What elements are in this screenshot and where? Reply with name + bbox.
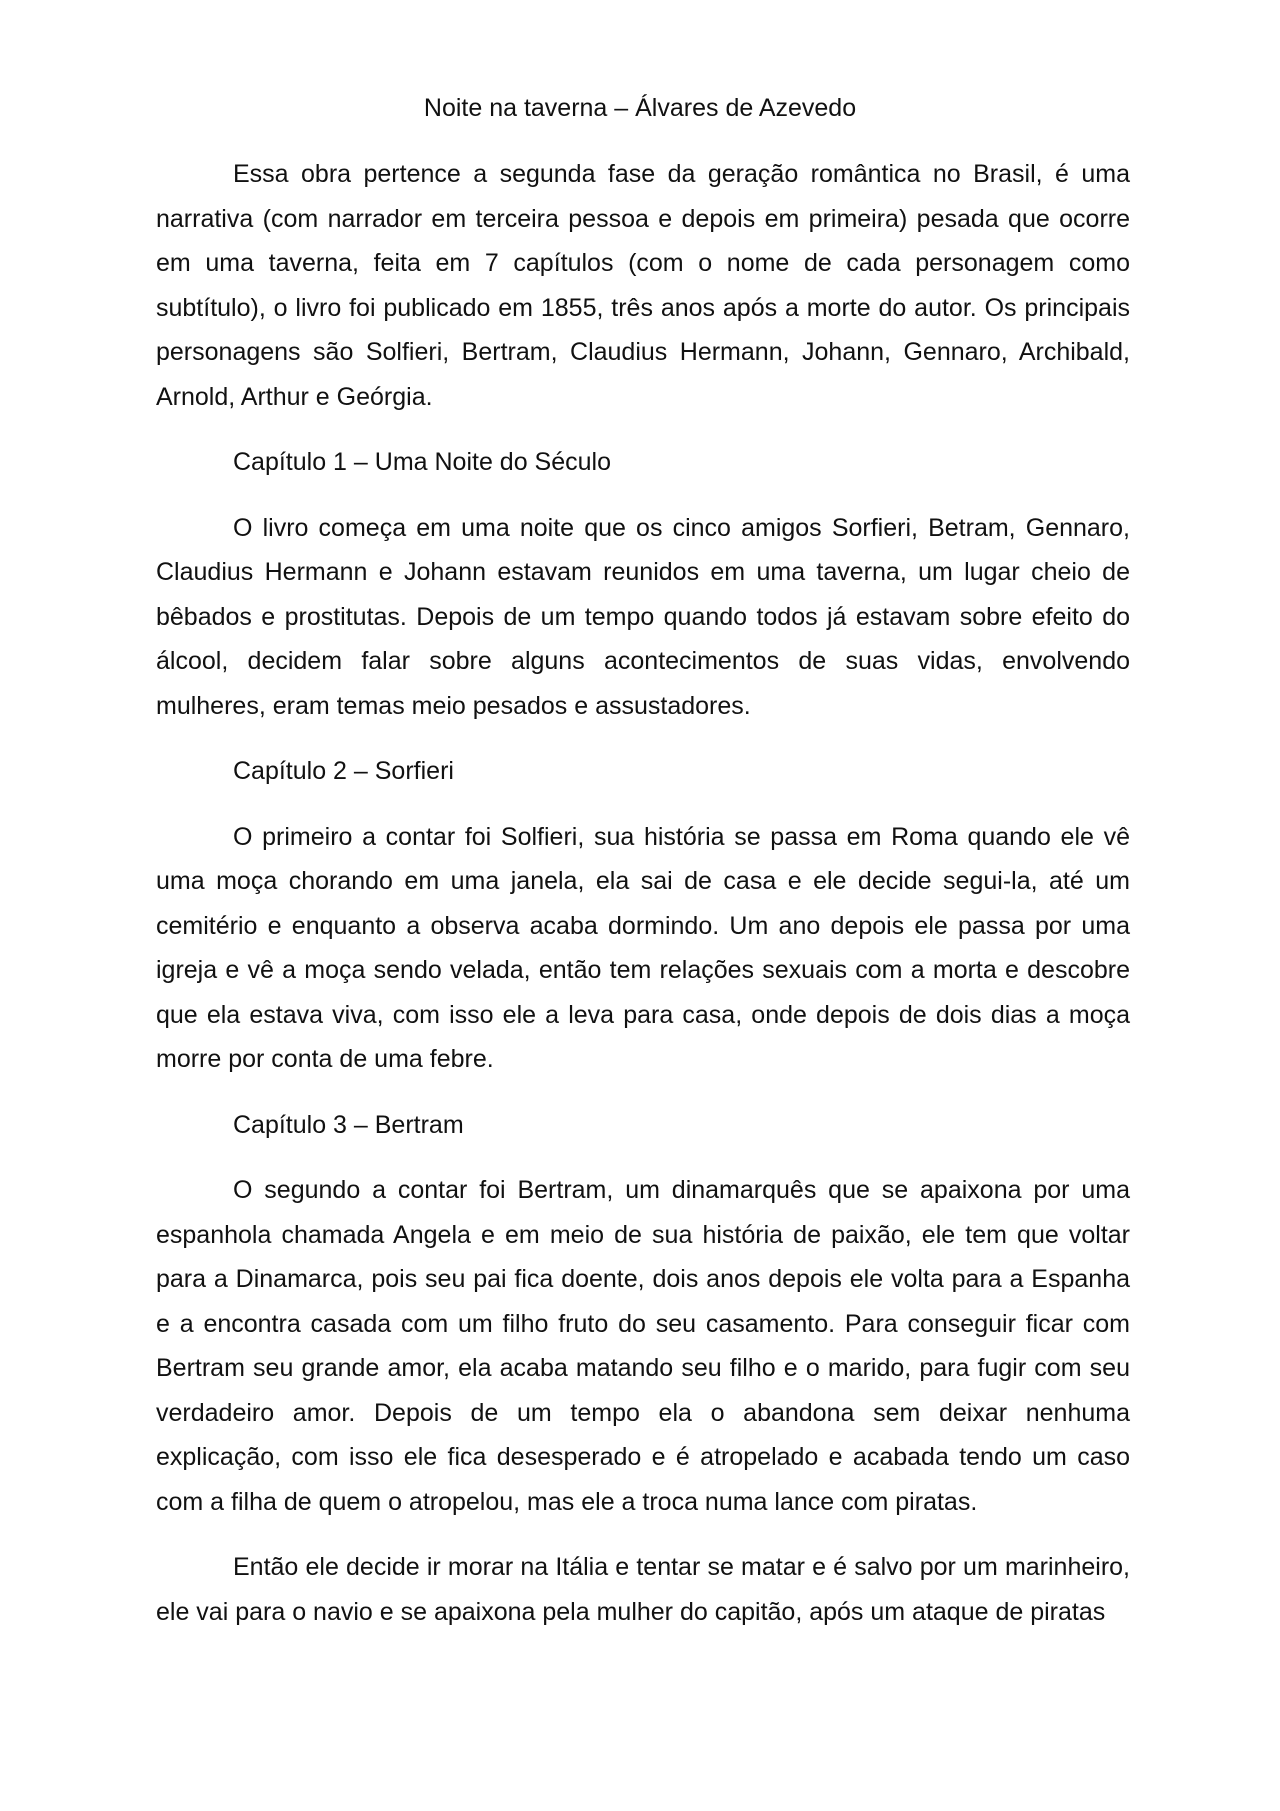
chapter-1-paragraph: O livro começa em uma noite que os cinco amigos Sorfieri, Betram, Gennaro, Claudius Hermann e Johann estavam reunidos em uma taverna, um lugar cheio de bêbados e prostitutas. Depois de um tempo quando todos já estavam sobre efeito do álcool, decidem falar sobre alguns acontecimentos de suas vidas, envolvendo mulheres, eram temas meio pesados e assustadores. (156, 513, 1130, 720)
document-body (156, 152, 1130, 1655)
chapter-heading-1: Capítulo 1 – Uma Noite do Século (233, 448, 611, 476)
chapter-2-paragraph: O primeiro a contar foi Solfieri, sua história se passa em Roma quando ele vê uma moça chorando em uma janela, ela sai de casa e ele decide segui-la, até um cemitério e enquanto a observa acaba dormindo. Um ano depois ele passa por uma igreja e vê a moça sendo velada, então tem relações sexuais com a morta e descobre que ela estava viva, com isso ele a leva para casa, onde depois de dois dias a moça morre por conta de uma febre. (156, 822, 1130, 1073)
chapter-heading-2: Capítulo 2 – Sorfieri (233, 757, 454, 785)
chapter-3-paragraph-2: Então ele decide ir morar na Itália e tentar se matar e é salvo por um marinheiro, ele vai para o navio e se apaixona pela mulher do capitão, após um ataque de piratas (156, 1553, 1130, 1626)
chapter-3-paragraph-1: O segundo a contar foi Bertram, um dinamarquês que se apaixona por uma espanhola chamada Angela e em meio de sua história de paixão, ele tem que voltar para a Dinamarca, pois seu pai fica doente, dois anos depois ele volta para a Espanha e a encontra casada com um filho fruto do seu casamento. Para conseguir ficar com Bertram seu grande amor, ela acaba matando seu filho e o marido, para fugir com seu verdadeiro amor. Depois de um tempo ela o abandona sem deixar nenhuma explicação, com isso ele fica desesperado e é atropelado e acabada tendo um caso com a filha de quem o atropelou, mas ele a troca numa lance com piratas. (156, 1176, 1130, 1516)
chapter-heading-3: Capítulo 3 – Bertram (233, 1110, 464, 1139)
document-title: Noite na taverna – Álvares de Azevedo (423, 94, 857, 122)
intro-paragraph: Essa obra pertence a segunda fase da geração romântica no Brasil, é uma narrativa (com narrador em terceira pessoa e depois em primeira) pesada que ocorre em uma taverna, feita em 7 capítulos (com o nome de cada personagem como subtítulo), o livro foi publicado em 1855, três anos após a morte do autor. Os principais personagens são Solfieri, Bertram, Claudius Hermann, Johann, Gennaro, Archibald, Arnold, Arthur e Geórgia. (156, 160, 1130, 411)
